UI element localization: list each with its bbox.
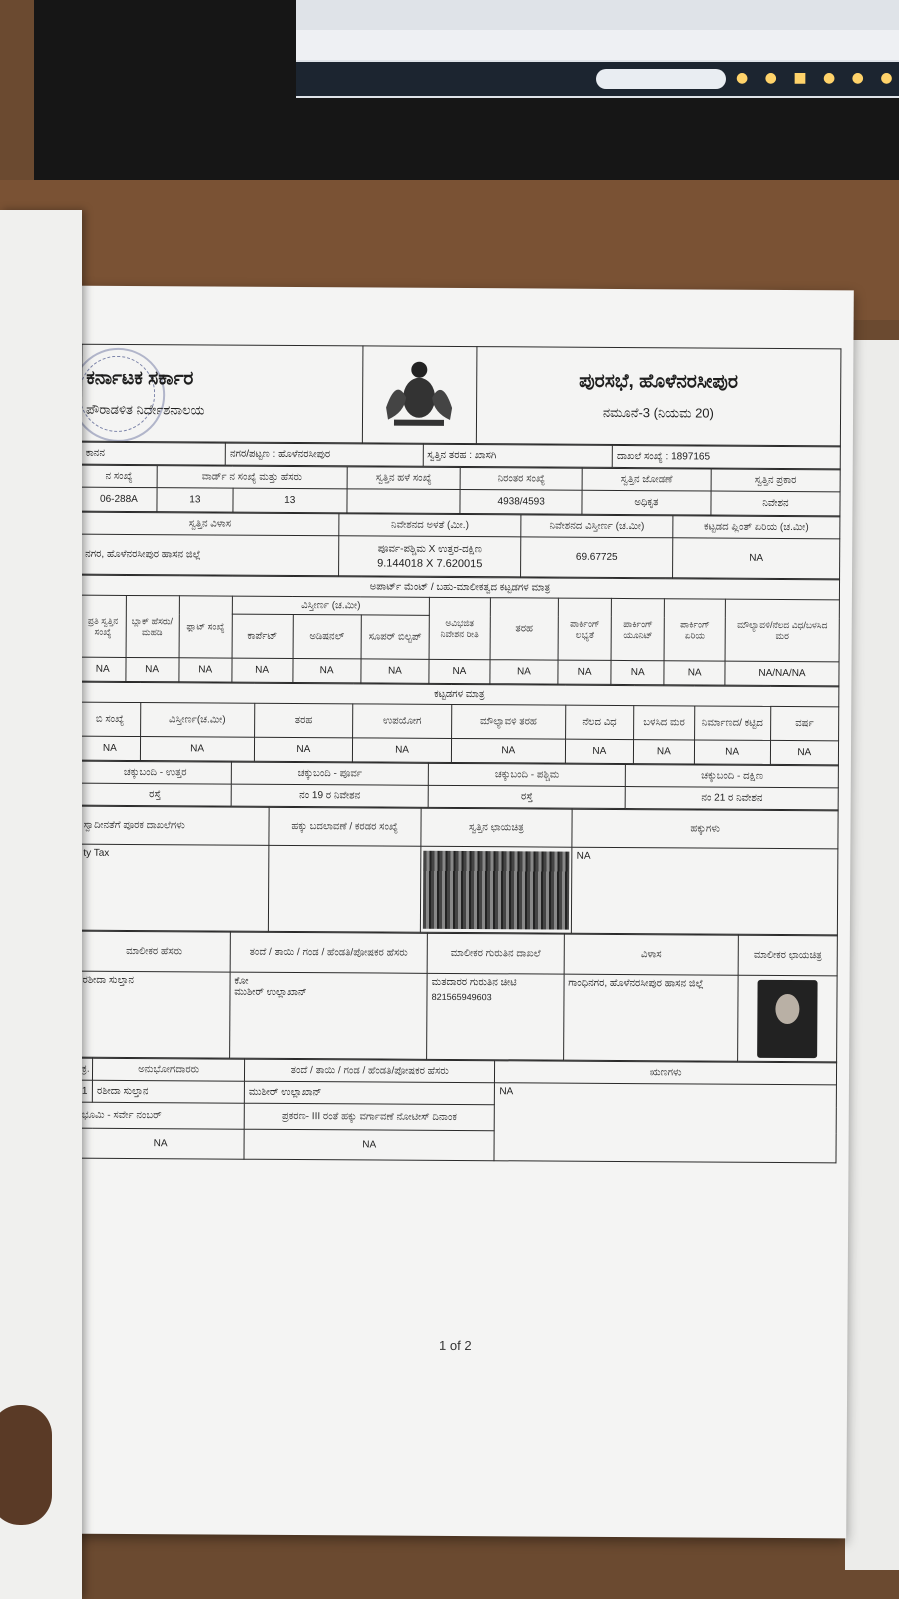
apt-label-6: ಸೂಪರ್ ಬಿಲ್ಟಪ್ [361, 615, 430, 659]
property-id-table [80, 465, 840, 517]
boundary-north-value: ರಸ್ತೆ [79, 783, 231, 806]
owner-address-label: ವಿಳಾಸ [564, 934, 739, 975]
value-dimension [339, 536, 521, 577]
boundary-west-value: ರಸ್ತೆ [428, 785, 625, 808]
owner-address-value: ಗಾಂಧಿನಗರ, ಹೊಳೆನರಸೀಪುರ ಹಾಸನ ಜಿಲ್ಲೆ [563, 974, 738, 1061]
property-photo-image [422, 850, 569, 929]
apartment-table [79, 575, 840, 687]
owner-id-cell [427, 973, 564, 1060]
label-serial-no: ನಿರಂತರ ಸಂಖ್ಯೆ [461, 468, 583, 491]
govt-title: ಕರ್ನಾಟಕ ಸರ್ಕಾರ [86, 367, 194, 390]
value-serial-no: 4938/4593 [460, 490, 582, 515]
owner-id-type: ಮತದಾರರ ಗುರುತಿನ ಚೀಟಿ [431, 976, 517, 989]
occupant-sl-value: 1 [77, 1080, 92, 1102]
owner-name-label: ಮಾಲೀಕರ ಹೆಸರು [78, 931, 230, 972]
form-number: ನಮೂನೆ-3 (ನಿಯಮ 20) [602, 404, 714, 421]
state-emblem-icon [376, 357, 462, 430]
bld-value-8: NA [694, 740, 770, 764]
owner-table [77, 931, 838, 1063]
apt-value-3: NA [179, 658, 232, 682]
bld-label-7: ಬಳಸಿದ ಮರ [634, 706, 695, 740]
adjacent-page-edge [845, 340, 899, 1570]
district-cell: ಕಾನನ [81, 442, 225, 465]
property-measure-table [80, 512, 840, 580]
apt-value-7: NA [429, 659, 490, 683]
apt-label-7: ಅವಿಭಜಿತ ನಿವೇಶನ ರೀತಿ [429, 597, 490, 659]
apt-value-6: NA [361, 659, 429, 683]
monitor-screen [296, 0, 899, 98]
apt-label-1: ಪ್ರತಿ ಸ್ವತ್ತಿನ ಸಂಖ್ಯೆ [80, 595, 126, 657]
label-old-no: ಸ್ವತ್ತಿನ ಹಳೆ ಸಂಖ್ಯೆ [347, 467, 461, 490]
boundary-east-value: ನಂ 19 ರ ನಿವೇಶನ [231, 784, 428, 807]
building-table [79, 682, 839, 766]
document-page [62, 286, 854, 1539]
header-table [81, 344, 842, 447]
property-photo-cell [420, 846, 572, 933]
property-photo-label: ಸ್ವತ್ತಿನ ಛಾಯಚಿತ್ರ [420, 808, 572, 847]
rights-label: ಹಕ್ಕುಗಳು [572, 809, 838, 849]
boundary-south-value: ನಂ 21 ರ ನಿವೇಶನ [626, 787, 839, 810]
taskbar-search-icon [596, 69, 726, 89]
bld-value-2: NA [140, 737, 254, 762]
survey-number-value: NA [77, 1128, 244, 1159]
directorate-title: ಪೌರಾಡಳಿತ ನಿರ್ದೇಶನಾಲಯ [86, 401, 205, 418]
apt-label-3: ಫ್ಲಾಟ್ ಸಂಖ್ಯೆ [179, 596, 233, 658]
apt-value-1: NA [80, 657, 126, 681]
bld-label-5: ಮೌಲ್ಯಾವಳಿ ತರಹ [451, 704, 565, 739]
rights-value: NA [572, 847, 838, 935]
owner-id-number: 821565949603 [431, 991, 492, 1003]
browser-tabs [296, 30, 899, 60]
occupant-relation-label: ತಂದೆ / ತಾಯಿ / ಗಂಡ / ಹೆಂಡತಿ/ಪೋಷಕರ ಹೆಸರು [244, 1059, 495, 1083]
owner-name-value: ರಶೀದಾ ಸುಲ್ತಾನ [78, 971, 230, 1058]
owner-relation-label: ತಂದೆ / ತಾಯಿ / ಗಂಡ / ಹೆಂಡತಿ/ಪೋಷಕರ ಹೆಸರು [230, 932, 428, 973]
supporting-docs-value: ty Tax [78, 844, 268, 931]
occupant-name-value: ರಶೀದಾ ಸುಲ್ತಾನ [93, 1080, 245, 1103]
header-emblem [362, 346, 476, 444]
apt-value-2: NA [125, 657, 178, 681]
occupant-relation-value: ಮುಶೀರ್ ಉಲ್ಲಾಖಾನ್ [244, 1081, 495, 1105]
apt-value-8: NA [490, 660, 558, 684]
bld-value-7: NA [633, 740, 694, 764]
owner-relation-prefix: ಕೋ [234, 975, 249, 987]
binder-left-page [0, 210, 82, 1599]
boundary-table [79, 761, 839, 811]
apt-label-5: ಅಡಿಷನಲ್ [293, 614, 362, 658]
bld-label-9: ವರ್ಷ [770, 706, 839, 740]
value-old-no [347, 489, 461, 514]
value-property-kind: ನಿವೇಶನ [711, 491, 840, 516]
value-ward-name: 13 [233, 488, 347, 513]
boundary-north-label: ಚಕ್ಕುಬಂದಿ - ಉತ್ತರ [79, 761, 231, 784]
apt-label-12: ಮೌಲ್ಯಾವಳಿ/ನೆಲದ ವಿಧ/ಬಳಸಿದ ಮರ [725, 599, 839, 662]
liabilities-value: NA [494, 1083, 836, 1163]
apt-label-8: ತರಹ [490, 598, 559, 660]
apartment-title: ಅಪಾರ್ಟ್ ಮೆಂಟ್ / ಬಹು-ಮಾಲೀಕತ್ವದ ಕಟ್ಟಡಗಳ ಮಾತ್ರ [80, 575, 839, 600]
label-ward: ವಾರ್ಡ್ ನ ಸಂಖ್ಯೆ ಮತ್ತು ಹೆಸರು [157, 466, 347, 489]
label-dimension: ನಿವೇಶನದ ಅಳತೆ (ಮೀ.) [339, 514, 521, 537]
value-plinth-area: NA [673, 538, 840, 579]
bld-label-8: ನಿರ್ಮಾಣದ/ ಕಟ್ಟಿದ [694, 706, 770, 740]
owner-portrait-icon [757, 979, 817, 1057]
owner-photo-label: ಮಾಲೀಕರ ಛಾಯಚಿತ್ರ [738, 935, 837, 976]
apt-value-11: NA [664, 661, 725, 685]
boundary-south-label: ಚಕ್ಕುಬಂದಿ - ದಕ್ಷಿಣ [626, 765, 839, 788]
dimension-values: 9.144018 X 7.620015 [377, 556, 483, 570]
bld-value-3: NA [254, 737, 353, 762]
notice-date-label: ಪ್ರಕರಣ- III ರಂತೆ ಹಕ್ಕು ವರ್ಗಾವಣೆ ನೋಟೀಸ್ ದಿನಾಂಕ [244, 1103, 495, 1131]
mutation-number-value [268, 845, 420, 932]
building-title: ಕಟ್ಟಡಗಳ ಮಾತ್ರ [80, 682, 839, 707]
header-right [476, 347, 841, 446]
owner-relation-cell [229, 972, 427, 1059]
owner-id-label: ಮಾಲೀಕರ ಗುರುತಿನ ದಾಖಲೆ [427, 933, 564, 974]
apt-label-9: ಪಾರ್ಕಿಂಗ್ ಲಭ್ಯತೆ [558, 598, 612, 660]
apt-value-4: NA [232, 658, 293, 682]
bld-label-6: ನೆಲದ ವಿಧ [565, 705, 634, 739]
taskbar-apps-icon: ● ● ■ ● ● ● [736, 70, 899, 86]
bld-label-3: ತರಹ [254, 703, 353, 738]
bld-label-4: ಉಪಯೋಗ [353, 704, 452, 739]
occupant-sl-label: ಕ್ರ. [77, 1058, 92, 1080]
apt-area-label: ವಿಸ್ತೀರ್ಣ (ಚ.ಮೀ) [232, 596, 429, 615]
occupant-table [76, 1058, 837, 1164]
label-property-no: ನ ಸಂಖ್ಯೆ [81, 465, 157, 487]
apt-label-10: ಪಾರ್ಕಿಂಗ್ ಯೂನಿಟ್ [611, 598, 665, 660]
bld-value-9: NA [770, 740, 839, 764]
owner-relation-name: ಮುಶೀರ್ ಉಲ್ಲಾಖಾನ್ [234, 986, 307, 999]
apt-value-10: NA [611, 660, 664, 684]
notice-date-value: NA [244, 1129, 495, 1161]
bld-value-6: NA [565, 739, 633, 763]
supporting-docs-label: ಸ್ವಾದೀನತೆಗೆ ಪೂರಕ ದಾಖಲೆಗಳು [79, 806, 269, 845]
bld-value-5: NA [451, 738, 565, 763]
value-property-no: 06-288A [81, 487, 157, 511]
documents-table [78, 806, 839, 936]
town-cell: ನಗರ/ಪಟ್ಟಣ : ಹೊಳೆನರಸೀಪುರ [225, 443, 422, 466]
value-ward-no: 13 [157, 488, 233, 512]
mutation-number-label: ಹಕ್ಕು ಬದಲಾವಣೆ / ಕರಡರ ಸಂಖ್ಯೆ [269, 807, 421, 846]
apt-value-12: NA/NA/NA [725, 661, 839, 686]
label-alignment: ಸ್ವತ್ತಿನ ಜೋಡಣೆ [582, 468, 711, 491]
label-address: ಸ್ವತ್ತಿನ ವಿಳಾಸ [81, 512, 339, 536]
value-site-area: 69.67725 [521, 537, 673, 578]
label-property-kind: ಸ್ವತ್ತಿನ ಪ್ರಕಾರ [711, 469, 840, 492]
boundary-east-label: ಚಕ್ಕುಬಂದಿ - ಪೂರ್ವ [231, 762, 428, 785]
value-address: ನಗರ, ಹೊಳೆನರಸೀಪುರ ಹಾಸನ ಜಿಲ್ಲೆ [81, 534, 339, 576]
property-type-cell: ಸ್ವತ್ತಿನ ತರಹ : ಖಾಸಗಿ [423, 444, 613, 467]
bld-value-1: NA [79, 736, 140, 760]
municipality-title: ಪುರಸಭೆ, ಹೊಳೆನರಸೀಪುರ [579, 370, 739, 393]
windows-taskbar [296, 62, 899, 96]
apt-label-11: ಪಾರ್ಕಿಂಗ್ ಏರಿಯ [664, 599, 725, 661]
apt-value-5: NA [292, 658, 360, 682]
apt-label-4: ಕಾರ್ಪೆಟ್ [232, 614, 293, 658]
boundary-west-label: ಚಕ್ಕುಬಂದಿ - ಪಶ್ಚಿಮ [428, 763, 625, 786]
record-number-cell: ದಾಖಲೆ ಸಂಖ್ಯೆ : 1897165 [612, 445, 840, 468]
apt-label-2: ಬ್ಲಾಕ್ ಹೆಸರು/ ಮಹಡಿ [126, 595, 180, 657]
liabilities-label: ಋಣಗಳು [495, 1061, 837, 1085]
bld-label-1: ಬಿ ಸಂಖ್ಯೆ [80, 702, 141, 736]
property-form [76, 344, 841, 1164]
value-alignment: ಅಧಿಕೃತ [582, 490, 711, 515]
page-number: 1 of 2 [439, 1337, 472, 1354]
survey-number-label: ಭೂಮಿ - ಸರ್ವೇ ನಂಬರ್ [77, 1102, 244, 1129]
label-plinth-area: ಕಟ್ಟಡದ ಪ್ಲಿಂತ್ ಏರಿಯ (ಚ.ಮೀ) [673, 516, 840, 539]
dimension-axes: ಪೂರ್ವ-ಪಶ್ಚಿಮ X ಉತ್ತರ-ದಕ್ಷಿಣ [377, 543, 482, 555]
apt-value-9: NA [558, 660, 611, 684]
label-site-area: ನಿವೇಶನದ ವಿಸ್ತೀರ್ಣ (ಚ.ಮೀ) [521, 515, 673, 538]
thumb-icon [0, 1405, 52, 1525]
header-left [81, 344, 362, 443]
computer-monitor [34, 0, 899, 205]
owner-photo-cell [738, 975, 837, 1062]
bld-value-4: NA [353, 738, 452, 763]
bld-label-2: ವಿಸ್ತೀರ್ಣ(ಚ.ಮೀ) [140, 703, 254, 738]
occupant-name-label: ಅನುಭೋಗದಾರರು [93, 1058, 245, 1081]
